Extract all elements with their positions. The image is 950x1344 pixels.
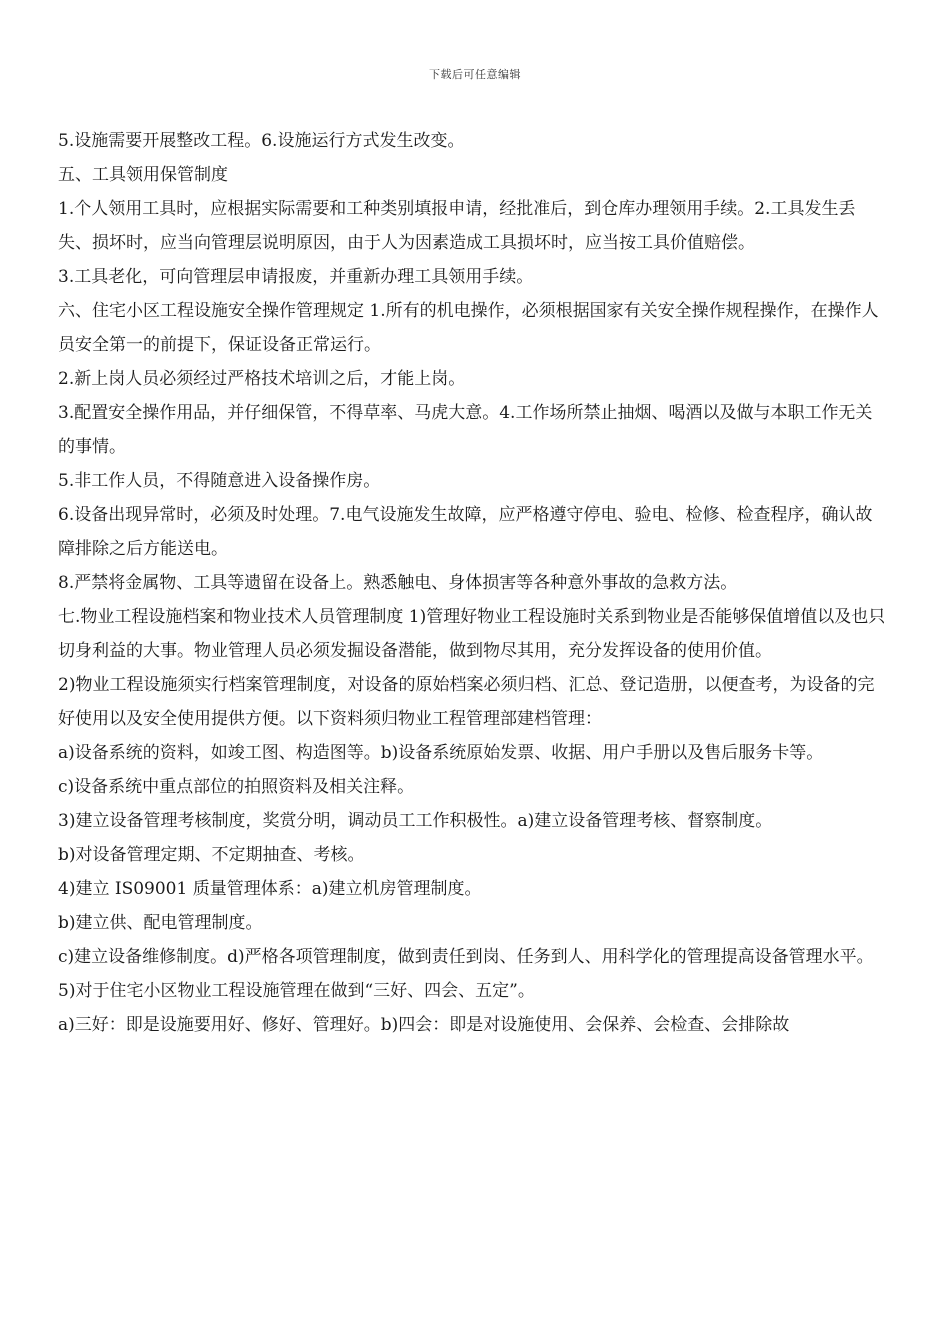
paragraph: 6.设备出现异常时，必须及时处理。7.电气设施发生故障，应严格遵守停电、验电、检修、检查程序，确认故障排除之后方能送电。	[58, 505, 873, 559]
paragraph: a)三好：即是设施要用好、修好、管理好。b)四会：即是对设施使用、会保养、会检查、会排除故	[58, 1015, 790, 1035]
page-header: 下载后可任意编辑	[429, 68, 521, 81]
paragraph: b)对设备管理定期、不定期抽查、考核。	[58, 845, 365, 865]
paragraph: 5.设施需要开展整改工程。6.设施运行方式发生改变。	[58, 131, 465, 151]
paragraph: 3.工具老化，可向管理层申请报废，并重新办理工具领用手续。	[58, 267, 534, 287]
paragraph: b)建立供、配电管理制度。	[58, 913, 263, 933]
document-body	[58, 124, 888, 1042]
paragraph: 5)对于住宅小区物业工程设施管理在做到“三好、四会、五定”。	[58, 981, 535, 1001]
paragraph: a)设备系统的资料，如竣工图、构造图等。b)设备系统原始发票、收据、用户手册以及售后服务卡等。	[58, 743, 824, 763]
paragraph: c)设备系统中重点部位的拍照资料及相关注释。	[58, 777, 415, 797]
paragraph: 1.个人领用工具时，应根据实际需要和工种类别填报申请，经批准后，到仓库办理领用手续。2.工具发生丢失、损坏时，应当向管理层说明原因，由于人为因素造成工具损坏时，应当按工具价值赔偿。	[58, 199, 856, 253]
paragraph: 5.非工作人员，不得随意进入设备操作房。	[58, 471, 381, 491]
paragraph: 2.新上岗人员必须经过严格技术培训之后，才能上岗。	[58, 369, 466, 389]
paragraph: 8.严禁将金属物、工具等遗留在设备上。熟悉触电、身体损害等各种意外事故的急救方法。	[58, 573, 738, 593]
paragraph: 3)建立设备管理考核制度，奖赏分明，调动员工工作积极性。a)建立设备管理考核、督察制度。	[58, 811, 773, 831]
paragraph: 4)建立 IS09001 质量管理体系：a)建立机房管理制度。	[58, 879, 482, 899]
paragraph: 2)物业工程设施须实行档案管理制度，对设备的原始档案必须归档、汇总、登记造册，以便查考，为设备的完好使用以及安全使用提供方便。以下资料须归物业工程管理部建档管理：	[58, 675, 875, 729]
paragraph: c)建立设备维修制度。d)严格各项管理制度，做到责任到岗、任务到人、用科学化的管理提高设备管理水平。	[58, 947, 874, 967]
paragraph: 3.配置安全操作用品，并仔细保管，不得草率、马虎大意。4.工作场所禁止抽烟、喝酒以及做与本职工作无关的事情。	[58, 403, 873, 457]
section-heading: 五、工具领用保管制度	[58, 165, 228, 185]
paragraph: 六、住宅小区工程设施安全操作管理规定 1.所有的机电操作，必须根据国家有关安全操作规程操作，在操作人员安全第一的前提下，保证设备正常运行。	[58, 301, 879, 355]
paragraph: 七.物业工程设施档案和物业技术人员管理制度 1)管理好物业工程设施时关系到物业是否能够保值增值以及也只切身利益的大事。物业管理人员必须发掘设备潜能，做到物尽其用，充分发挥设备的使用价值。	[58, 607, 886, 661]
